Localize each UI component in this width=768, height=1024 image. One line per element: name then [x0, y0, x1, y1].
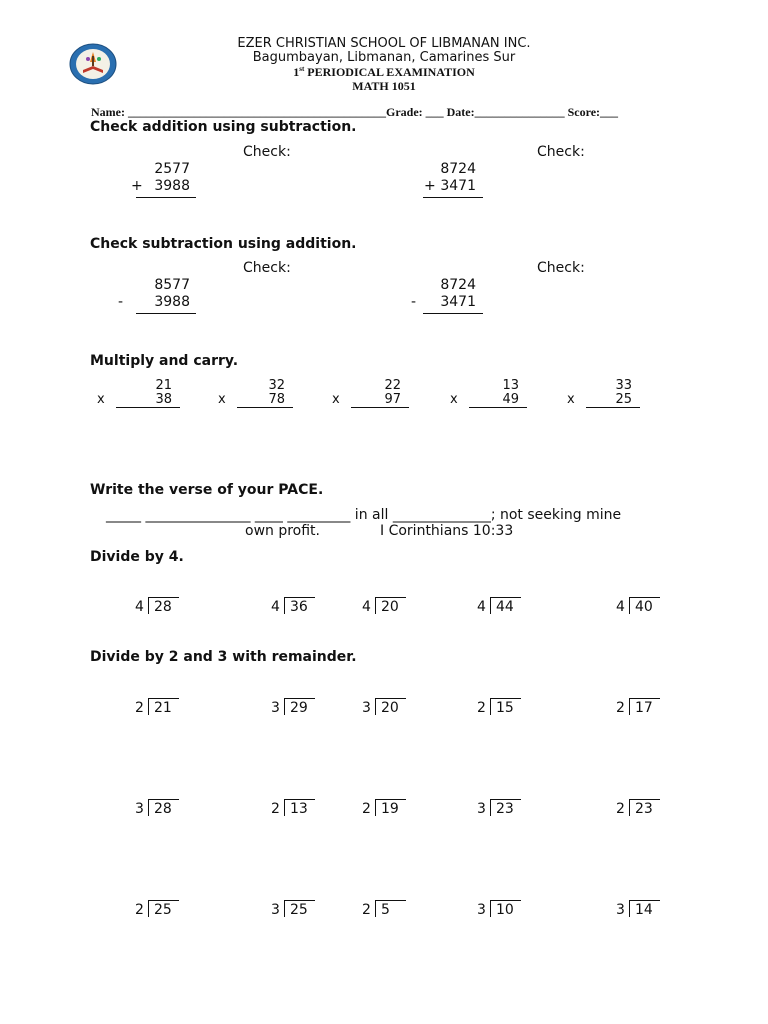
dividend: 21 — [154, 700, 172, 716]
verse-reference: I Corinthians 10:33 — [380, 523, 514, 539]
divisor: 2 — [271, 801, 280, 817]
section-title-divide-by-4: Divide by 4. — [90, 549, 184, 565]
section-title-subtraction: Check subtraction using addition. — [90, 236, 357, 252]
answer-line — [469, 407, 527, 408]
divisor: 3 — [477, 801, 486, 817]
divisor: 2 — [135, 700, 144, 716]
exam-title — [0, 65, 768, 80]
dividend: 23 — [635, 801, 653, 817]
divisor: 2 — [135, 902, 144, 918]
multiplier: 97 — [384, 392, 401, 407]
dividend: 25 — [290, 902, 308, 918]
section-title-verse: Write the verse of your PACE. — [90, 482, 324, 498]
top-number: 8724 — [440, 277, 476, 293]
bottom-number: 3988 — [154, 294, 190, 310]
multiplier: 25 — [615, 392, 632, 407]
answer-line — [586, 407, 640, 408]
answer-line — [351, 407, 409, 408]
divisor: 4 — [271, 599, 280, 615]
times-sign: x — [218, 392, 226, 407]
dividend: 17 — [635, 700, 653, 716]
dividend: 5 — [381, 902, 390, 918]
multiplier: 78 — [268, 392, 285, 407]
dividend: 14 — [635, 902, 653, 918]
exam-number-suffix: st — [299, 65, 305, 73]
multiplier: 38 — [155, 392, 172, 407]
dividend: 36 — [290, 599, 308, 615]
student-info-line: Name: ___________________________________________Grade: ___ Date:_______________ Score:___ — [91, 105, 619, 119]
divisor: 3 — [616, 902, 625, 918]
section-title-addition: Check addition using subtraction. — [90, 119, 357, 135]
dividend: 10 — [496, 902, 514, 918]
answer-line — [136, 313, 196, 314]
multiplier: 49 — [502, 392, 519, 407]
multiplicand: 33 — [615, 378, 632, 393]
dividend: 29 — [290, 700, 308, 716]
times-sign: x — [567, 392, 575, 407]
bottom-number: 3988 — [154, 178, 190, 194]
dividend: 20 — [381, 599, 399, 615]
dividend: 13 — [290, 801, 308, 817]
dividend: 15 — [496, 700, 514, 716]
dividend: 25 — [154, 902, 172, 918]
minus-sign: - — [118, 294, 124, 310]
plus-sign: + — [424, 178, 436, 194]
check-label: Check: — [537, 144, 585, 160]
check-label: Check: — [243, 144, 291, 160]
section-title-divide-with-remainder: Divide by 2 and 3 with remainder. — [90, 649, 357, 665]
exam-title-text: PERIODICAL EXAMINATION — [304, 65, 475, 79]
divisor: 4 — [616, 599, 625, 615]
dividend: 28 — [154, 801, 172, 817]
answer-line — [237, 407, 293, 408]
top-number: 8724 — [440, 161, 476, 177]
section-title-multiply: Multiply and carry. — [90, 353, 239, 369]
divisor: 2 — [477, 700, 486, 716]
divisor: 2 — [616, 801, 625, 817]
multiplicand: 22 — [384, 378, 401, 393]
divisor: 4 — [362, 599, 371, 615]
divisor: 2 — [616, 700, 625, 716]
multiplicand: 13 — [502, 378, 519, 393]
dividend: 44 — [496, 599, 514, 615]
divisor: 3 — [271, 700, 280, 716]
dividend: 40 — [635, 599, 653, 615]
times-sign: x — [450, 392, 458, 407]
bottom-number: 3471 — [440, 178, 476, 194]
plus-sign: + — [131, 178, 143, 194]
bottom-number: 3471 — [440, 294, 476, 310]
school-name: EZER CHRISTIAN SCHOOL OF LIBMANAN INC. — [237, 36, 531, 51]
times-sign: x — [332, 392, 340, 407]
multiplicand: 32 — [268, 378, 285, 393]
division-bracket — [375, 900, 406, 917]
top-number: 8577 — [154, 277, 190, 293]
times-sign: x — [97, 392, 105, 407]
subject-title: MATH 1051 — [352, 79, 416, 93]
school-address: Bagumbayan, Libmanan, Camarines Sur — [252, 50, 516, 65]
divisor: 3 — [477, 902, 486, 918]
divisor: 2 — [362, 902, 371, 918]
dividend: 19 — [381, 801, 399, 817]
top-number: 2577 — [154, 161, 190, 177]
answer-line — [423, 313, 483, 314]
divisor: 2 — [362, 801, 371, 817]
dividend: 23 — [496, 801, 514, 817]
answer-line — [423, 197, 483, 198]
multiplicand: 21 — [155, 378, 172, 393]
exam-number: 1 — [293, 65, 300, 79]
divisor: 3 — [271, 902, 280, 918]
answer-line — [136, 197, 196, 198]
verse-line-2-text: own profit. — [245, 523, 320, 539]
divisor: 4 — [135, 599, 144, 615]
divisor: 3 — [135, 801, 144, 817]
dividend: 28 — [154, 599, 172, 615]
check-label: Check: — [243, 260, 291, 276]
divisor: 3 — [362, 700, 371, 716]
dividend: 20 — [381, 700, 399, 716]
verse-line-1: _____ _______________ ____ _________ in all ______________; not seeking mine — [106, 507, 622, 523]
answer-line — [116, 407, 180, 408]
minus-sign: - — [411, 294, 417, 310]
check-label: Check: — [537, 260, 585, 276]
divisor: 4 — [477, 599, 486, 615]
